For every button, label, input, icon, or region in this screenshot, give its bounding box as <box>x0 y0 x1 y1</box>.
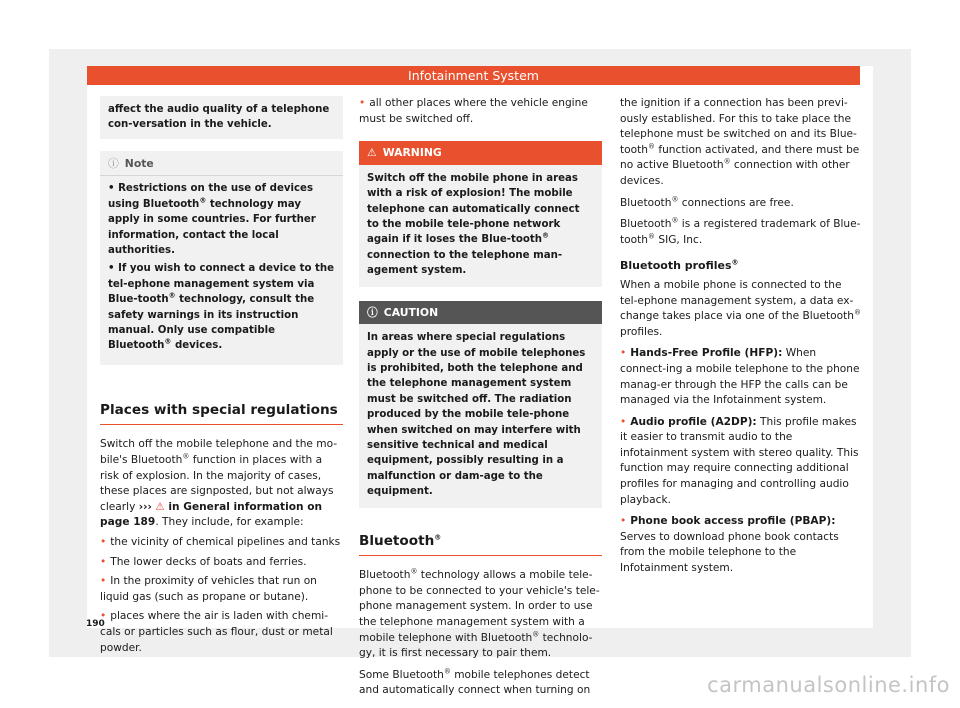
bluetooth-paragraph: the ignition if a connection has been previ-ously established. For this to take place the telephone must be switched on and its Blue-tooth® function activated, and there must be no active Bluetooth® connection with other devices. <box>620 97 860 187</box>
warning-body: Switch off the mobile phone in areas with a risk of explosion! The mobile telephone can automatically connect to the mobile tele-phone network again if it loses the Blue-tooth® connection to the telephone man-agement system. <box>367 172 580 277</box>
caution-header: ⓘ CAUTION <box>359 301 602 325</box>
bluetooth-paragraph: Some Bluetooth® mobile telephones detect and automatically connect when turning on <box>359 667 591 697</box>
note-item: • If you wish to connect a device to the tel-ephone management system via Blue-tooth® technology, consult the safety warnings in its instruction manual. Only use compatible Bluetooth® devices. <box>108 263 335 352</box>
note-box <box>100 151 343 365</box>
note-title: Note <box>124 156 154 170</box>
cross-reference-link[interactable]: in General information on page 189 <box>100 500 323 529</box>
warning-triangle-icon: ⚠ <box>155 500 165 513</box>
note-item: • Restrictions on the use of devices using Bluetooth® technology may apply in some countries. For further information, contact the local authorities. <box>108 183 316 257</box>
profile-item-hfp: • Hands-Free Profile (HFP): When connect-ing a mobile telephone to the phone manag-er through the HFP the calls can be managed via the Infotainment system. <box>620 347 860 407</box>
note-body <box>100 176 343 364</box>
page-number: 190 <box>86 619 105 629</box>
trademark-paragraph: Bluetooth® is a registered trademark of Blue-tooth® SIG, Inc. <box>620 216 861 246</box>
caution-body: In areas where special regulations apply or the use of mobile telephones is prohibited, both the telephone and the telephone management system must be switched off. The radiation produced by the mobile tele-phone when switched on may interfere with sensitive technical and medical equipment, possibly resulting in a malfunction or dam-age to the equipment. <box>367 332 586 498</box>
profiles-intro: When a mobile phone is connected to the tel-ephone management system, a data ex-change takes place via one of the Bluetooth® profiles. <box>620 278 861 338</box>
info-icon: ⓘ <box>108 156 119 170</box>
column-2 <box>359 96 602 699</box>
reference-arrows: ››› <box>138 500 152 513</box>
caution-box <box>359 301 602 508</box>
list-item: • The lower decks of boats and ferries. <box>100 555 307 568</box>
list-item: • the vicinity of chemical pipelines and tanks <box>100 536 341 549</box>
list-item: • all other places where the vehicle engine must be switched off. <box>359 97 588 125</box>
profile-item-a2dp: • Audio profile (A2DP): This profile makes it easier to transmit audio to the infotainment system with stereo quality. This function may require connecting additional profiles for managing and controlling audio playback. <box>620 415 859 506</box>
list-item: • places where the air is laden with chemi-cals or particles such as flour, dust or metal powder. <box>100 610 333 654</box>
warning-box <box>359 141 602 286</box>
continued-note-box: affect the audio quality of a telephone con-versation in the vehicle. <box>100 96 343 139</box>
watermark: carmanualsonline.info <box>707 673 950 697</box>
caution-icon: ⓘ <box>367 305 378 319</box>
intro-paragraph: Switch off the mobile telephone and the mo-bile's Bluetooth® function in places with a risk of explosion. In the majority of cases, these places are signposted, but not always clearly ››› ⚠ in General information on page 189. They include, for example: <box>100 438 338 529</box>
column-3 <box>620 96 862 577</box>
subheading-bluetooth-profiles: Bluetooth profiles® <box>620 258 739 273</box>
section-title-bluetooth: Bluetooth® <box>359 534 602 557</box>
column-1 <box>100 96 343 656</box>
section-title-special-regulations: Places with special regulations <box>100 403 343 426</box>
warning-triangle-icon: ⚠ <box>367 146 377 160</box>
page-header: Infotainment System <box>87 66 860 85</box>
list-item: • In the proximity of vehicles that run on liquid gas (such as propane or butane). <box>100 575 317 603</box>
warning-header: ⚠ WARNING <box>359 141 602 165</box>
note-header <box>100 151 343 177</box>
bluetooth-paragraph: Bluetooth® technology allows a mobile tele-phone to be connected to your vehicle's tele-phone management system. In order to use the telephone management system with a mobile telephone with Bluetooth® technolo-gy, it is first necessary to pair them. <box>359 567 600 660</box>
profile-item-pbap: • Phone book access profile (PBAP): Serves to download phone book contacts from the mobile telephone to the Infotainment system. <box>620 515 839 575</box>
bluetooth-paragraph: Bluetooth® connections are free. <box>620 195 794 209</box>
